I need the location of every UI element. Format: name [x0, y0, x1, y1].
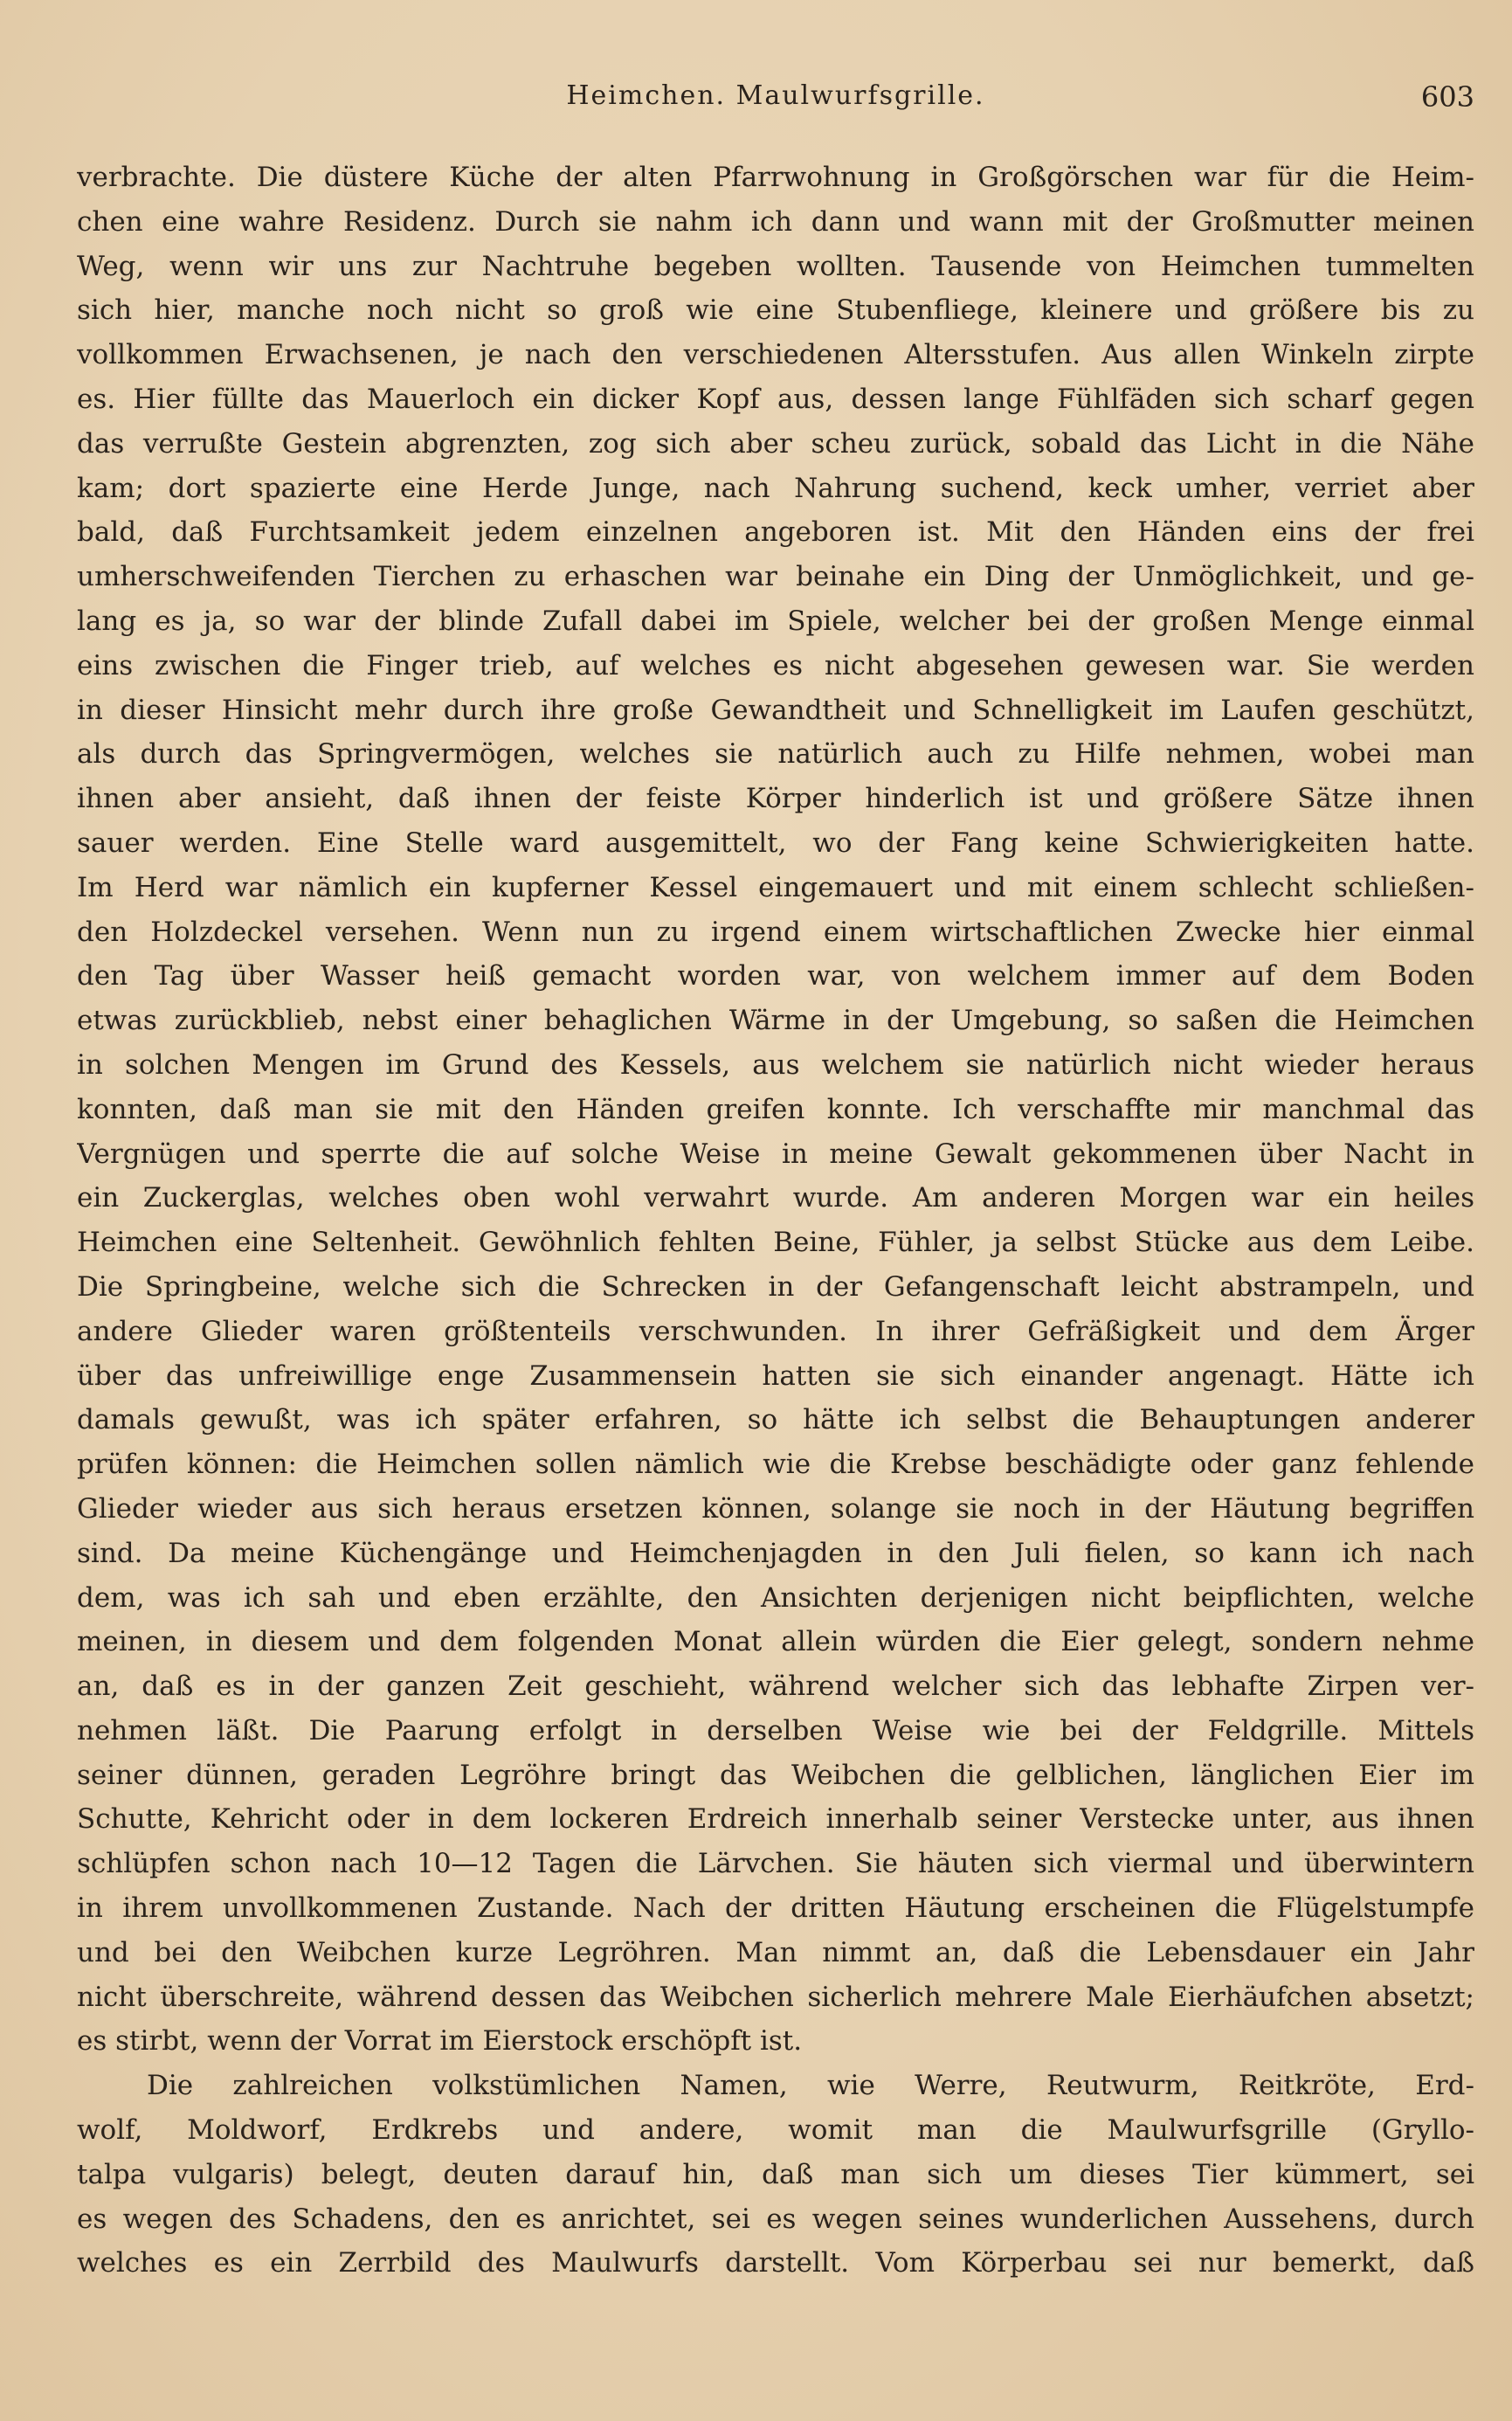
paragraph-end-line: es stirbt, wenn der Vorrat im Eierstock erschöpft ist.	[77, 2025, 803, 2058]
text-line: Die Springbeine, welche sich die Schrecken in der Gefangenschaft leicht abstrampeln, und	[77, 1270, 1474, 1303]
text-line: Vergnügen und sperrte die auf solche Weise in meine Gewalt gekommenen über Nacht in	[77, 1138, 1474, 1170]
text-line: talpa vulgaris) belegt, deuten darauf hin, daß man sich um dieses Tier kümmert, sei	[77, 2158, 1474, 2190]
text-line: vollkommen Erwachsenen, je nach den verschiedenen Altersstufen. Aus allen Winkeln zirpte	[77, 339, 1474, 371]
text-line: sauer werden. Eine Stelle ward ausgemittelt, wo der Fang keine Schwierigkeiten hatte.	[77, 827, 1474, 859]
page-header	[77, 80, 1474, 124]
text-line: es. Hier füllte das Mauerloch ein dicker Kopf aus, dessen lange Fühlfäden sich scharf gegen	[77, 383, 1474, 415]
running-title: Heimchen. Maulwurfsgrille.	[566, 80, 985, 111]
text-line: in ihrem unvollkommenen Zustande. Nach der dritten Häutung erscheinen die Flügelstumpfe	[77, 1892, 1474, 1925]
text-line: an, daß es in der ganzen Zeit geschieht, während welcher sich das lebhafte Zirpen ver-	[77, 1670, 1474, 1703]
text-line: prüfen können: die Heimchen sollen nämlich wie die Krebse beschädigte oder ganz fehlende	[77, 1449, 1474, 1481]
text-line: chen eine wahre Residenz. Durch sie nahm ich dann und wann mit der Großmutter meinen	[77, 205, 1474, 238]
text-line: meinen, in diesem und dem folgenden Monat allein würden die Eier gelegt, sondern nehme	[77, 1626, 1474, 1658]
text-line: als durch das Springvermögen, welches sie natürlich auch zu Hilfe nehmen, wobei man	[77, 738, 1474, 771]
text-line: über das unfreiwillige enge Zusammensein hatten sie sich einander angenagt. Hätte ich	[77, 1359, 1474, 1392]
text-line: das verrußte Gestein abgrenzten, zog sich aber scheu zurück, sobald das Licht in die Nähe	[77, 427, 1474, 460]
text-line: ihnen aber ansieht, daß ihnen der feiste Körper hinderlich ist und größere Sätze ihnen	[77, 783, 1474, 815]
text-line: den Tag über Wasser heiß gemacht worden war, von welchem immer auf dem Boden	[77, 960, 1474, 993]
text-line: schlüpfen schon nach 10—12 Tagen die Lärvchen. Sie häuten sich viermal und überwintern	[77, 1848, 1474, 1880]
text-line: sind. Da meine Küchengänge und Heimchenjagden in den Juli fielen, so kann ich nach	[77, 1537, 1474, 1569]
text-line: wolf, Moldworf, Erdkrebs und andere, womit man die Maulwurfsgrille (Gryllo-	[77, 2114, 1474, 2147]
text-line: nehmen läßt. Die Paarung erfolgt in derselben Weise wie bei der Feldgrille. Mittels	[77, 1714, 1474, 1747]
text-line: in dieser Hinsicht mehr durch ihre große Gewandtheit und Schnelligkeit im Laufen geschützt,	[77, 694, 1474, 726]
text-line: Glieder wieder aus sich heraus ersetzen können, solange sie noch in der Häutung begriffen	[77, 1492, 1474, 1525]
text-line: sich hier, manche noch nicht so groß wie eine Stubenfliege, kleinere und größere bis zu	[77, 294, 1474, 327]
text-line: den Holzdeckel versehen. Wenn nun zu irgend einem wirtschaftlichen Zwecke hier einmal	[77, 916, 1474, 948]
text-line: damals gewußt, was ich später erfahren, so hätte ich selbst die Behauptungen anderer	[77, 1404, 1474, 1436]
text-line: kam; dort spazierte eine Herde Junge, nach Nahrung suchend, keck umher, verriet aber	[77, 472, 1474, 504]
page-number: 603	[1420, 80, 1474, 114]
text-line: eins zwischen die Finger trieb, auf welches es nicht abgesehen gewesen war. Sie werden	[77, 649, 1474, 681]
text-line: es wegen des Schadens, den es anrichtet, sei es wegen seines wunderlichen Aussehens, durch	[77, 2203, 1474, 2235]
text-line: bald, daß Furchtsamkeit jedem einzelnen angeboren ist. Mit den Händen eins der frei	[77, 516, 1474, 549]
text-line: Heimchen eine Seltenheit. Gewöhnlich fehlten Beine, Fühler, ja selbst Stücke aus dem Leibe.	[77, 1227, 1474, 1259]
text-line: seiner dünnen, geraden Legröhre bringt das Weibchen die gelblichen, länglichen Eier im	[77, 1759, 1474, 1791]
text-line: in solchen Mengen im Grund des Kessels, aus welchem sie natürlich nicht wieder heraus	[77, 1048, 1474, 1081]
text-line: andere Glieder waren größtenteils verschwunden. In ihrer Gefräßigkeit und dem Ärger	[77, 1315, 1474, 1347]
body-text	[77, 156, 1474, 2286]
text-line: nicht überschreite, während dessen das Weibchen sicherlich mehrere Male Eierhäufchen absetzt;	[77, 1981, 1474, 2013]
paragraph-start-line: Die zahlreichen volkstümlichen Namen, wie Werre, Reutwurm, Reitkröte, Erd-	[147, 2070, 1474, 2102]
text-line: Im Herd war nämlich ein kupferner Kessel eingemauert und mit einem schlecht schließen-	[77, 871, 1474, 903]
text-line: dem, was ich sah und eben erzählte, den Ansichten derjenigen nicht beipflichten, welche	[77, 1581, 1474, 1614]
text-line: verbrachte. Die düstere Küche der alten Pfarrwohnung in Großgörschen war für die Heim-	[77, 162, 1474, 193]
text-line: Schutte, Kehricht oder in dem lockeren Erdreich innerhalb seiner Verstecke unter, aus ihnen	[77, 1803, 1474, 1836]
text-line: konnten, daß man sie mit den Händen greifen konnte. Ich verschaffte mir manchmal das	[77, 1093, 1474, 1125]
text-line: umherschweifenden Tierchen zu erhaschen war beinahe ein Ding der Unmöglichkeit, und ge-	[77, 561, 1474, 593]
text-line: ein Zuckerglas, welches oben wohl verwahrt wurde. Am anderen Morgen war ein heiles	[77, 1182, 1474, 1214]
text-line: und bei den Weibchen kurze Legröhren. Man nimmt an, daß die Lebensdauer ein Jahr	[77, 1936, 1474, 1968]
text-line: lang es ja, so war der blinde Zufall dabei im Spiele, welcher bei der großen Menge einmal	[77, 605, 1474, 637]
text-line: etwas zurückblieb, nebst einer behaglichen Wärme in der Umgebung, so saßen die Heimchen	[77, 1005, 1474, 1037]
text-line: welches es ein Zerrbild des Maulwurfs darstellt. Vom Körperbau sei nur bemerkt, daß	[77, 2247, 1474, 2279]
text-line: Weg, wenn wir uns zur Nachtruhe begeben wollten. Tausende von Heimchen tummelten	[77, 250, 1474, 282]
